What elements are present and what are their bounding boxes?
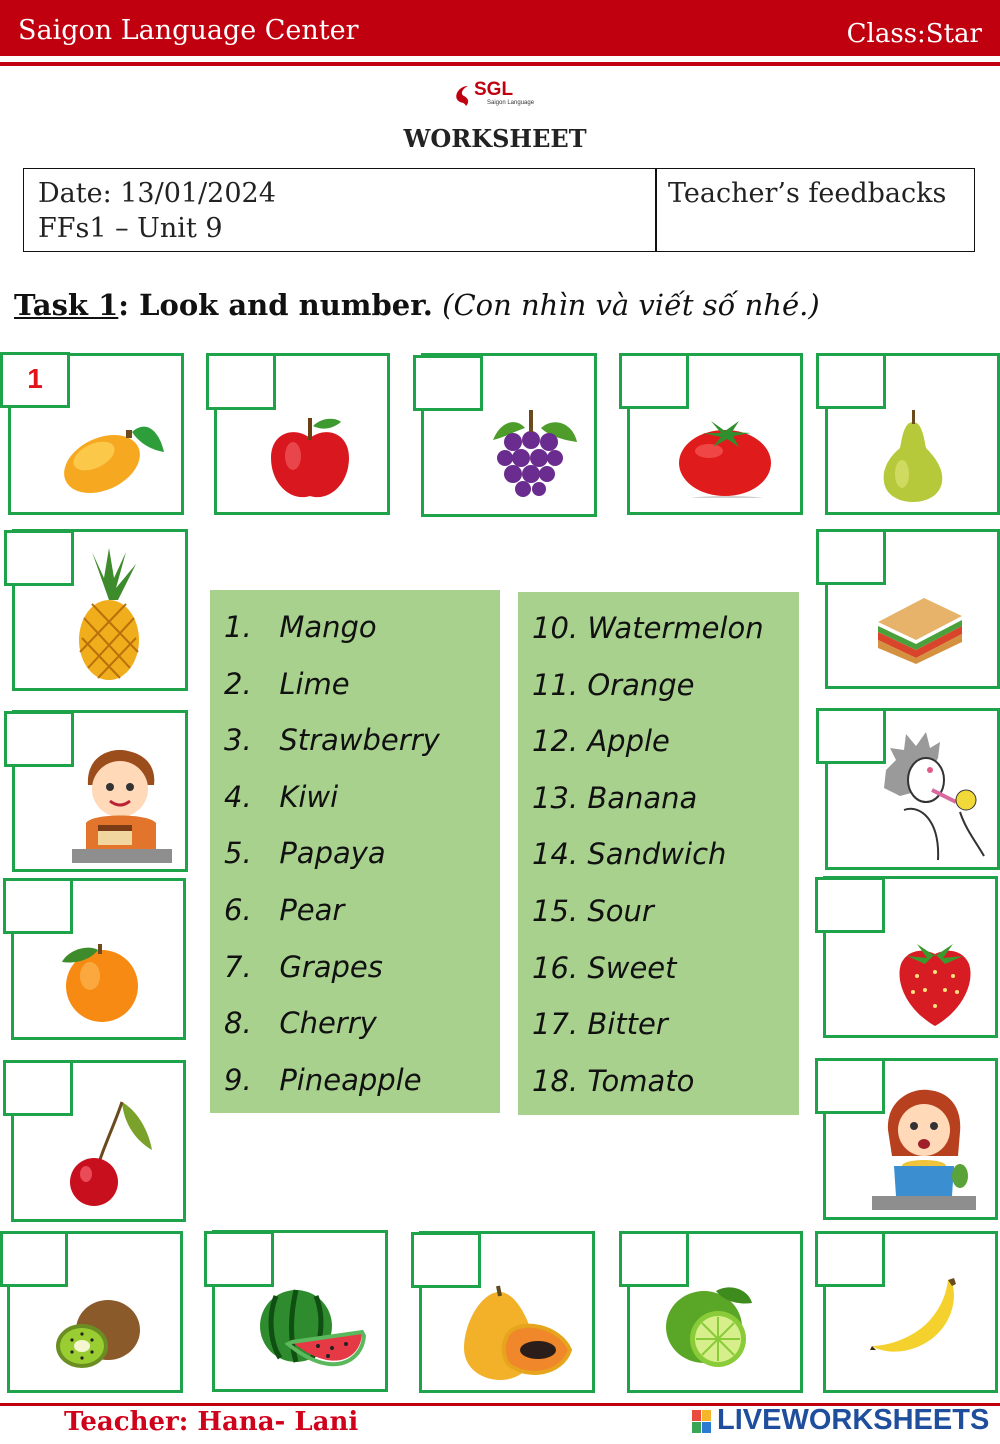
answer-box-strawberry[interactable] [815, 877, 885, 933]
date-text: Date: 13/01/2024 [38, 178, 276, 209]
answer-box-grapes[interactable] [413, 355, 483, 411]
answer-box-apple[interactable] [206, 353, 276, 410]
tomato-icon [675, 413, 780, 498]
answer-box-tomato[interactable] [619, 353, 689, 409]
word-item: 3. Strawberry [224, 723, 440, 758]
word-item: 10. Watermelon [532, 611, 764, 645]
worksheet-title: WORKSHEET [403, 124, 587, 153]
answer-box-sandwich[interactable] [816, 529, 886, 585]
answer-box-kiwi[interactable] [0, 1231, 68, 1287]
sandwich-icon [874, 592, 966, 664]
word-item: 14. Sandwich [532, 837, 727, 872]
class-label: Class:Star [846, 19, 982, 49]
lime-icon [660, 1283, 758, 1373]
cherry-icon [62, 1096, 158, 1208]
orange-icon [58, 940, 144, 1024]
word-item: 17. Bitter [532, 1007, 668, 1042]
grapes-icon [483, 406, 581, 504]
school-name: Saigon Language Center [18, 15, 359, 46]
unit-text: FFs1 – Unit 9 [38, 213, 223, 244]
word-item: 1. Mango [224, 610, 377, 644]
task-translation: (Con nhìn và viết số nhé.) [442, 288, 820, 322]
banana-icon [868, 1276, 964, 1360]
answer-box-pineapple[interactable] [4, 530, 74, 586]
logo-tagline: Saigon Language [487, 100, 535, 106]
word-item: 4. Kiwi [224, 779, 339, 814]
word-item: 2. Lime [224, 666, 350, 701]
logo-brand: SGL [474, 79, 514, 100]
answer-box-papaya[interactable] [411, 1232, 481, 1288]
girl-bitter-icon [872, 1086, 976, 1212]
answer-box-watermelon[interactable] [204, 1231, 274, 1287]
word-item: 6. Pear [224, 893, 345, 927]
answer-box-boy-eating-cake[interactable] [4, 711, 74, 767]
pineapple-icon [72, 548, 146, 684]
man-eating-lemon-icon [880, 730, 990, 860]
task-number: Task 1 [14, 288, 119, 322]
word-item: 8. Cherry [224, 1006, 377, 1041]
feedback-label: Teacher’s feedbacks [668, 178, 947, 209]
word-item: 5. Papaya [224, 836, 386, 871]
mango-icon [60, 412, 170, 502]
word-item: 9. Pineapple [224, 1062, 422, 1097]
strawberry-icon [893, 936, 977, 1028]
word-item: 12. Apple [532, 724, 670, 759]
answer-box-orange[interactable] [3, 878, 73, 934]
boy-eating-cake-icon [72, 745, 172, 865]
word-item: 15. Sour [532, 894, 654, 928]
task-instruction: : Look and number. [118, 288, 433, 322]
header-rule [0, 62, 1000, 66]
apple-icon [265, 412, 355, 504]
kiwi-icon [52, 1292, 144, 1374]
liveworksheets-brand: LIVEWORKSHEETS [717, 1404, 990, 1436]
word-item: 11. Orange [532, 667, 695, 702]
answer-box-pear[interactable] [816, 353, 886, 409]
word-item: 18. Tomato [532, 1063, 695, 1098]
info-divider [655, 168, 657, 252]
papaya-icon [458, 1284, 576, 1382]
watermelon-icon [258, 1286, 366, 1376]
word-item: 13. Banana [532, 780, 698, 815]
teacher-name: Teacher: Hana- Lani [64, 1407, 359, 1437]
answer-box-mango[interactable]: 1 [0, 352, 70, 408]
word-item: 16. Sweet [532, 950, 677, 985]
answer-box-man-eating-lemon[interactable] [816, 708, 886, 764]
word-item: 7. Grapes [224, 949, 383, 984]
task-heading [14, 288, 820, 322]
pear-icon [878, 408, 948, 504]
answer-box-lime[interactable] [619, 1231, 689, 1287]
